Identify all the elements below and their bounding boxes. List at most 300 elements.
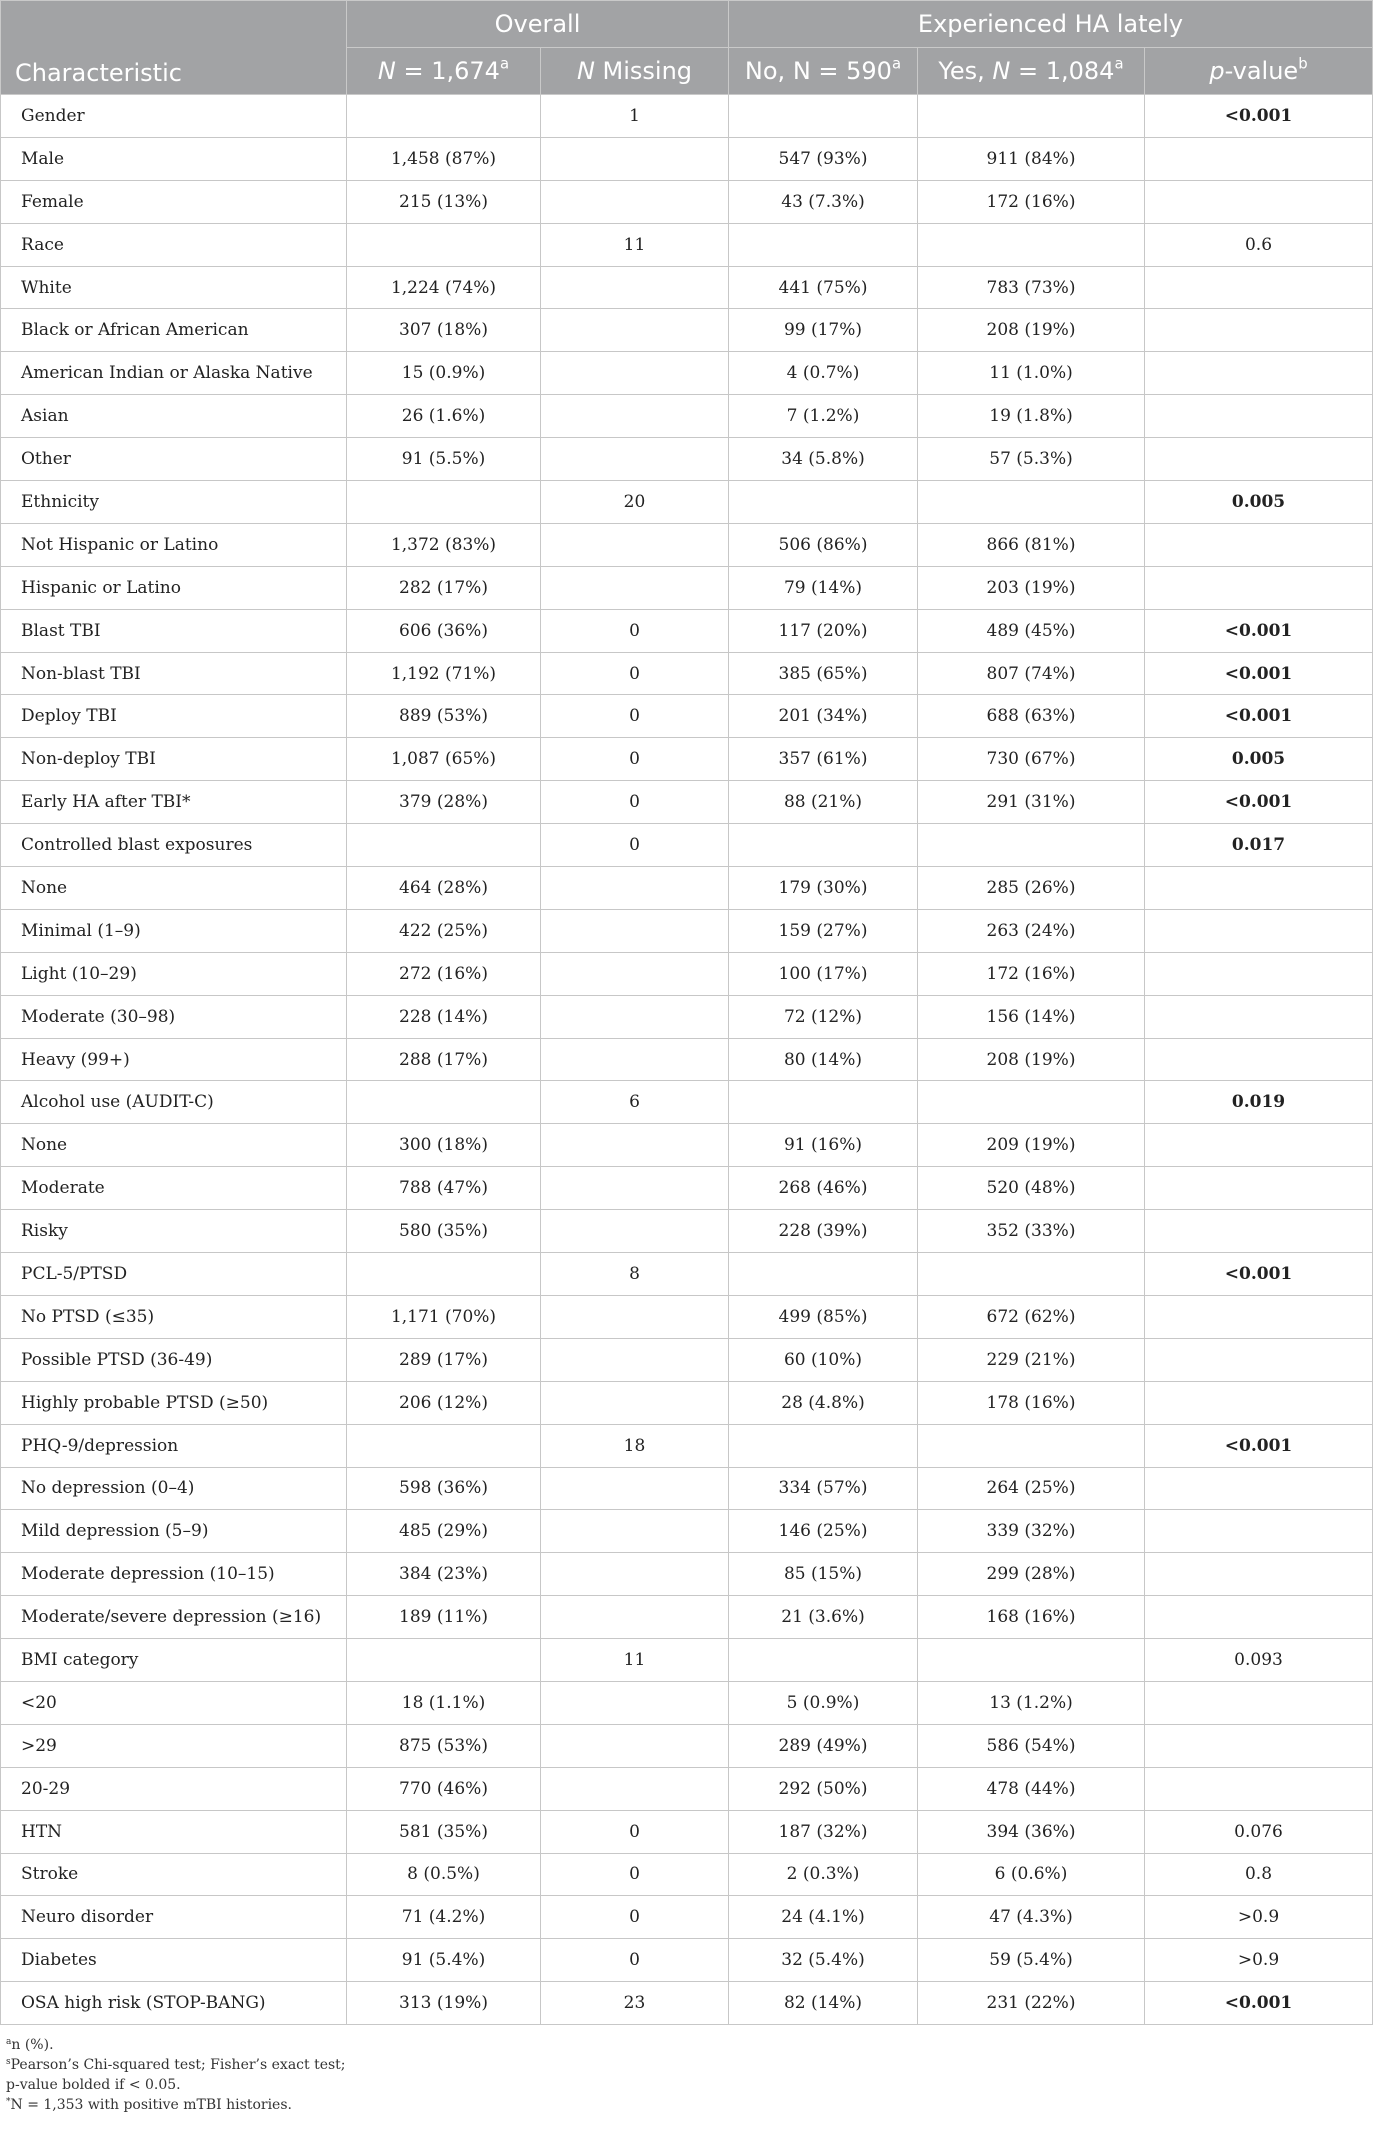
cell-characteristic: No PTSD (≤35) <box>1 1295 347 1338</box>
header-n-missing: N Missing <box>541 48 729 95</box>
cell-n-missing <box>541 1724 729 1767</box>
cell-yes <box>918 1081 1145 1124</box>
table-row <box>1 1767 1373 1810</box>
cell-yes <box>918 1424 1145 1467</box>
cell-overall <box>347 95 541 138</box>
cell-no: 80 (14%) <box>729 1038 918 1081</box>
cell-n-missing: 6 <box>541 1081 729 1124</box>
cell-yes: 478 (44%) <box>918 1767 1145 1810</box>
cell-no: 85 (15%) <box>729 1553 918 1596</box>
cell-no: 100 (17%) <box>729 952 918 995</box>
cell-overall: 379 (28%) <box>347 781 541 824</box>
cell-characteristic: 20-29 <box>1 1767 347 1810</box>
cell-yes: 489 (45%) <box>918 609 1145 652</box>
cell-n-missing: 0 <box>541 1939 729 1982</box>
footnote-marker: s <box>6 2057 11 2068</box>
cell-n-missing: 0 <box>541 652 729 695</box>
cell-no: 441 (75%) <box>729 266 918 309</box>
cell-no: 72 (12%) <box>729 995 918 1038</box>
cell-yes: 172 (16%) <box>918 952 1145 995</box>
cell-no: 146 (25%) <box>729 1510 918 1553</box>
footnote <box>6 2035 1375 2055</box>
cell-overall: 580 (35%) <box>347 1210 541 1253</box>
cell-overall: 300 (18%) <box>347 1124 541 1167</box>
table-row <box>1 1124 1373 1167</box>
cell-n-missing <box>541 309 729 352</box>
cell-yes: 47 (4.3%) <box>918 1896 1145 1939</box>
table-row <box>1 566 1373 609</box>
table-row <box>1 1810 1373 1853</box>
cell-n-missing: 0 <box>541 1853 729 1896</box>
cell-p-value <box>1145 523 1373 566</box>
cell-overall: 1,458 (87%) <box>347 137 541 180</box>
cell-no: 547 (93%) <box>729 137 918 180</box>
cell-p-value: <0.001 <box>1145 609 1373 652</box>
table-row <box>1 738 1373 781</box>
cell-characteristic: Controlled blast exposures <box>1 824 347 867</box>
cell-yes: 339 (32%) <box>918 1510 1145 1553</box>
header-no-group: No, $N = 590^a$ <box>729 48 918 95</box>
table-row <box>1 95 1373 138</box>
table-row <box>1 1295 1373 1338</box>
cell-characteristic: PCL-5/PTSD <box>1 1253 347 1296</box>
cell-p-value <box>1145 1038 1373 1081</box>
cell-characteristic: Race <box>1 223 347 266</box>
cell-characteristic: Female <box>1 180 347 223</box>
footnote-marker: * <box>6 2097 11 2108</box>
cell-p-value: <0.001 <box>1145 652 1373 695</box>
cell-yes <box>918 95 1145 138</box>
cell-p-value <box>1145 867 1373 910</box>
cell-p-value <box>1145 1210 1373 1253</box>
header-characteristic: Characteristic <box>1 1 347 95</box>
cell-no: 187 (32%) <box>729 1810 918 1853</box>
footnote <box>6 2075 1375 2095</box>
cell-n-missing <box>541 1467 729 1510</box>
table-row <box>1 824 1373 867</box>
cell-p-value <box>1145 1724 1373 1767</box>
cell-characteristic: Moderate depression (10–15) <box>1 1553 347 1596</box>
cell-yes: 59 (5.4%) <box>918 1939 1145 1982</box>
table-row <box>1 395 1373 438</box>
cell-n-missing <box>541 1381 729 1424</box>
cell-no: 159 (27%) <box>729 909 918 952</box>
cell-n-missing <box>541 1038 729 1081</box>
cell-characteristic: Possible PTSD (36-49) <box>1 1338 347 1381</box>
footnote <box>6 2055 1375 2075</box>
cell-p-value <box>1145 438 1373 481</box>
cell-n-missing: 20 <box>541 481 729 524</box>
footnote-text: n (%). <box>11 2037 54 2054</box>
cell-p-value: <0.001 <box>1145 1424 1373 1467</box>
cell-p-value <box>1145 180 1373 223</box>
cell-p-value: 0.005 <box>1145 738 1373 781</box>
cell-yes: 807 (74%) <box>918 652 1145 695</box>
cell-overall: 307 (18%) <box>347 309 541 352</box>
table-row <box>1 1510 1373 1553</box>
cell-overall: 1,224 (74%) <box>347 266 541 309</box>
footnote-text: N = 1,353 with positive mTBI histories. <box>10 2097 292 2114</box>
table-row <box>1 1253 1373 1296</box>
cell-no: 506 (86%) <box>729 523 918 566</box>
cell-n-missing <box>541 438 729 481</box>
cell-yes: 688 (63%) <box>918 695 1145 738</box>
cell-no: 4 (0.7%) <box>729 352 918 395</box>
cell-overall <box>347 1253 541 1296</box>
cell-no <box>729 1253 918 1296</box>
cell-overall: 598 (36%) <box>347 1467 541 1510</box>
cell-characteristic: Highly probable PTSD (≥50) <box>1 1381 347 1424</box>
cell-no: 43 (7.3%) <box>729 180 918 223</box>
cell-overall: 189 (11%) <box>347 1596 541 1639</box>
cell-characteristic: Asian <box>1 395 347 438</box>
cell-n-missing: 0 <box>541 738 729 781</box>
cell-overall: 770 (46%) <box>347 1767 541 1810</box>
cell-no: 2 (0.3%) <box>729 1853 918 1896</box>
cell-n-missing: 0 <box>541 695 729 738</box>
cell-characteristic: OSA high risk (STOP-BANG) <box>1 1982 347 2025</box>
cell-p-value <box>1145 1295 1373 1338</box>
table-row <box>1 781 1373 824</box>
cell-yes: 209 (19%) <box>918 1124 1145 1167</box>
cell-p-value <box>1145 1767 1373 1810</box>
cell-p-value <box>1145 137 1373 180</box>
table-row <box>1 438 1373 481</box>
cell-overall: 606 (36%) <box>347 609 541 652</box>
footnote <box>6 2095 1375 2115</box>
cell-overall: 288 (17%) <box>347 1038 541 1081</box>
cell-n-missing <box>541 1167 729 1210</box>
footnote-marker: a <box>6 2037 12 2048</box>
cell-n-missing <box>541 523 729 566</box>
cell-no: 82 (14%) <box>729 1982 918 2025</box>
header-n-total: N = 1,674$^a$ <box>347 48 541 95</box>
cell-overall: 282 (17%) <box>347 566 541 609</box>
table-footnotes <box>0 2035 1375 2115</box>
cell-no: 117 (20%) <box>729 609 918 652</box>
cell-characteristic: Male <box>1 137 347 180</box>
cell-characteristic: Neuro disorder <box>1 1896 347 1939</box>
cell-p-value: <0.001 <box>1145 95 1373 138</box>
cell-p-value <box>1145 266 1373 309</box>
cell-characteristic: White <box>1 266 347 309</box>
cell-n-missing: 0 <box>541 1896 729 1939</box>
cell-p-value <box>1145 1510 1373 1553</box>
cell-overall: 71 (4.2%) <box>347 1896 541 1939</box>
cell-characteristic: Hispanic or Latino <box>1 566 347 609</box>
cell-no: 32 (5.4%) <box>729 1939 918 1982</box>
cell-characteristic: Early HA after TBI* <box>1 781 347 824</box>
cell-overall: 889 (53%) <box>347 695 541 738</box>
cell-yes: 672 (62%) <box>918 1295 1145 1338</box>
cell-n-missing <box>541 1210 729 1253</box>
cell-n-missing <box>541 1553 729 1596</box>
cell-n-missing: 0 <box>541 781 729 824</box>
cell-characteristic: Mild depression (5–9) <box>1 1510 347 1553</box>
table-row <box>1 481 1373 524</box>
cell-overall: 1,192 (71%) <box>347 652 541 695</box>
table-row <box>1 266 1373 309</box>
cell-yes <box>918 1639 1145 1682</box>
cell-yes: 208 (19%) <box>918 1038 1145 1081</box>
cell-no: 28 (4.8%) <box>729 1381 918 1424</box>
cell-no <box>729 95 918 138</box>
cell-p-value <box>1145 952 1373 995</box>
cell-n-missing <box>541 266 729 309</box>
cell-no: 179 (30%) <box>729 867 918 910</box>
table-row <box>1 1681 1373 1724</box>
cell-overall <box>347 1639 541 1682</box>
header-yes-group: Yes, N = 1,084$^a$ <box>918 48 1145 95</box>
cell-overall: 15 (0.9%) <box>347 352 541 395</box>
cell-no: 24 (4.1%) <box>729 1896 918 1939</box>
table-row <box>1 1896 1373 1939</box>
cell-no: 34 (5.8%) <box>729 438 918 481</box>
cell-n-missing <box>541 1295 729 1338</box>
footnote-text: Pearson’s Chi-squared test; Fisher’s exact test; <box>10 2057 346 2074</box>
cell-n-missing <box>541 1338 729 1381</box>
cell-yes: 6 (0.6%) <box>918 1853 1145 1896</box>
cell-overall: 289 (17%) <box>347 1338 541 1381</box>
table-row <box>1 1724 1373 1767</box>
cell-n-missing <box>541 952 729 995</box>
cell-characteristic: Moderate <box>1 1167 347 1210</box>
cell-no <box>729 1081 918 1124</box>
cell-characteristic: Other <box>1 438 347 481</box>
cell-p-value <box>1145 1681 1373 1724</box>
cell-p-value <box>1145 1124 1373 1167</box>
cell-yes: 263 (24%) <box>918 909 1145 952</box>
cell-characteristic: Ethnicity <box>1 481 347 524</box>
cell-characteristic: Deploy TBI <box>1 695 347 738</box>
cell-characteristic: Diabetes <box>1 1939 347 1982</box>
cell-characteristic: Risky <box>1 1210 347 1253</box>
cell-overall: 788 (47%) <box>347 1167 541 1210</box>
cell-n-missing <box>541 909 729 952</box>
table-row <box>1 352 1373 395</box>
cell-n-missing <box>541 137 729 180</box>
table-body <box>1 95 1373 2025</box>
cell-yes: 911 (84%) <box>918 137 1145 180</box>
cell-characteristic: Stroke <box>1 1853 347 1896</box>
cell-characteristic: Blast TBI <box>1 609 347 652</box>
cell-p-value: <0.001 <box>1145 1982 1373 2025</box>
cell-n-missing <box>541 867 729 910</box>
cell-overall <box>347 824 541 867</box>
cell-n-missing <box>541 180 729 223</box>
cell-characteristic: Moderate/severe depression (≥16) <box>1 1596 347 1639</box>
cell-overall: 1,171 (70%) <box>347 1295 541 1338</box>
cell-yes: 156 (14%) <box>918 995 1145 1038</box>
table-row <box>1 309 1373 352</box>
cell-overall: 91 (5.5%) <box>347 438 541 481</box>
cell-overall: 875 (53%) <box>347 1724 541 1767</box>
cell-n-missing: 11 <box>541 1639 729 1682</box>
cell-n-missing: 0 <box>541 1810 729 1853</box>
cell-no: 99 (17%) <box>729 309 918 352</box>
cell-yes: 57 (5.3%) <box>918 438 1145 481</box>
table-row <box>1 652 1373 695</box>
cell-p-value: 0.6 <box>1145 223 1373 266</box>
table-row <box>1 1553 1373 1596</box>
cell-n-missing: 0 <box>541 609 729 652</box>
cell-yes: 291 (31%) <box>918 781 1145 824</box>
table-row <box>1 952 1373 995</box>
cell-no <box>729 223 918 266</box>
cell-yes: 352 (33%) <box>918 1210 1145 1253</box>
cell-characteristic: <20 <box>1 1681 347 1724</box>
cell-p-value <box>1145 1381 1373 1424</box>
cell-overall <box>347 1424 541 1467</box>
cell-yes: 172 (16%) <box>918 180 1145 223</box>
cell-overall: 485 (29%) <box>347 1510 541 1553</box>
cell-overall: 26 (1.6%) <box>347 395 541 438</box>
cell-no: 91 (16%) <box>729 1124 918 1167</box>
cell-overall: 228 (14%) <box>347 995 541 1038</box>
cell-n-missing <box>541 1510 729 1553</box>
cell-no: 385 (65%) <box>729 652 918 695</box>
cell-no: 289 (49%) <box>729 1724 918 1767</box>
cell-characteristic: Non-deploy TBI <box>1 738 347 781</box>
cell-yes <box>918 1253 1145 1296</box>
table-row <box>1 909 1373 952</box>
cell-yes: 11 (1.0%) <box>918 352 1145 395</box>
cell-overall: 422 (25%) <box>347 909 541 952</box>
cell-overall: 384 (23%) <box>347 1553 541 1596</box>
cell-yes: 299 (28%) <box>918 1553 1145 1596</box>
cell-yes: 178 (16%) <box>918 1381 1145 1424</box>
cell-characteristic: None <box>1 1124 347 1167</box>
cell-p-value: >0.9 <box>1145 1939 1373 1982</box>
cell-p-value <box>1145 1467 1373 1510</box>
cell-p-value <box>1145 909 1373 952</box>
cell-n-missing <box>541 1681 729 1724</box>
table-row <box>1 1210 1373 1253</box>
table-row <box>1 695 1373 738</box>
table-row <box>1 609 1373 652</box>
cell-overall: 206 (12%) <box>347 1381 541 1424</box>
cell-yes: 730 (67%) <box>918 738 1145 781</box>
cell-overall: 313 (19%) <box>347 1982 541 2025</box>
cell-no: 79 (14%) <box>729 566 918 609</box>
cell-p-value <box>1145 1553 1373 1596</box>
table-header <box>1 1 1373 95</box>
cell-yes: 208 (19%) <box>918 309 1145 352</box>
cell-overall <box>347 1081 541 1124</box>
cell-yes: 520 (48%) <box>918 1167 1145 1210</box>
cell-yes <box>918 481 1145 524</box>
cell-n-missing: 8 <box>541 1253 729 1296</box>
cell-n-missing <box>541 566 729 609</box>
cell-overall: 215 (13%) <box>347 180 541 223</box>
table-row <box>1 1081 1373 1124</box>
table-row <box>1 223 1373 266</box>
cell-yes: 866 (81%) <box>918 523 1145 566</box>
cell-p-value <box>1145 395 1373 438</box>
cell-n-missing: 23 <box>541 1982 729 2025</box>
table-row <box>1 523 1373 566</box>
cell-no: 334 (57%) <box>729 1467 918 1510</box>
cell-no: 201 (34%) <box>729 695 918 738</box>
cell-overall <box>347 223 541 266</box>
cell-yes: 203 (19%) <box>918 566 1145 609</box>
table-row <box>1 867 1373 910</box>
cell-p-value: <0.001 <box>1145 695 1373 738</box>
cell-p-value <box>1145 566 1373 609</box>
cell-p-value: <0.001 <box>1145 1253 1373 1296</box>
table-row <box>1 1167 1373 1210</box>
cell-n-missing: 11 <box>541 223 729 266</box>
cell-overall: 272 (16%) <box>347 952 541 995</box>
cell-p-value: 0.019 <box>1145 1081 1373 1124</box>
cell-overall: 18 (1.1%) <box>347 1681 541 1724</box>
cell-n-missing <box>541 395 729 438</box>
cell-characteristic: No depression (0–4) <box>1 1467 347 1510</box>
cell-yes <box>918 223 1145 266</box>
table-row <box>1 995 1373 1038</box>
cell-no: 228 (39%) <box>729 1210 918 1253</box>
cell-n-missing <box>541 1124 729 1167</box>
cell-characteristic: American Indian or Alaska Native <box>1 352 347 395</box>
cell-yes: 264 (25%) <box>918 1467 1145 1510</box>
table-row <box>1 1038 1373 1081</box>
cell-no: 499 (85%) <box>729 1295 918 1338</box>
cell-overall: 464 (28%) <box>347 867 541 910</box>
cell-yes: 13 (1.2%) <box>918 1681 1145 1724</box>
cell-characteristic: PHQ-9/depression <box>1 1424 347 1467</box>
cell-p-value <box>1145 1338 1373 1381</box>
cell-characteristic: BMI category <box>1 1639 347 1682</box>
header-p-value: p-value$^b$ <box>1145 48 1373 95</box>
cell-characteristic: Not Hispanic or Latino <box>1 523 347 566</box>
cell-n-missing: 18 <box>541 1424 729 1467</box>
cell-yes: 285 (26%) <box>918 867 1145 910</box>
cell-characteristic: >29 <box>1 1724 347 1767</box>
footnote-text: p-value bolded if < 0.05. <box>6 2077 181 2094</box>
cell-overall: 8 (0.5%) <box>347 1853 541 1896</box>
cell-no: 7 (1.2%) <box>729 395 918 438</box>
cell-no: 292 (50%) <box>729 1767 918 1810</box>
cell-characteristic: HTN <box>1 1810 347 1853</box>
cell-yes: 394 (36%) <box>918 1810 1145 1853</box>
cell-n-missing: 0 <box>541 824 729 867</box>
cell-p-value: 0.076 <box>1145 1810 1373 1853</box>
cell-characteristic: Moderate (30–98) <box>1 995 347 1038</box>
cell-characteristic: Gender <box>1 95 347 138</box>
cell-yes: 229 (21%) <box>918 1338 1145 1381</box>
header-experienced-ha: Experienced HA lately <box>729 1 1373 48</box>
table-row <box>1 1381 1373 1424</box>
cell-characteristic: Light (10–29) <box>1 952 347 995</box>
table-row <box>1 1982 1373 2025</box>
cell-n-missing <box>541 995 729 1038</box>
cell-no <box>729 1639 918 1682</box>
cell-characteristic: Heavy (99+) <box>1 1038 347 1081</box>
cell-p-value <box>1145 1167 1373 1210</box>
header-overall: Overall <box>347 1 729 48</box>
cell-p-value: 0.005 <box>1145 481 1373 524</box>
table-row <box>1 1639 1373 1682</box>
table-row <box>1 1853 1373 1896</box>
cell-overall: 1,372 (83%) <box>347 523 541 566</box>
table-row <box>1 1467 1373 1510</box>
cell-p-value: 0.093 <box>1145 1639 1373 1682</box>
cell-yes: 231 (22%) <box>918 1982 1145 2025</box>
cell-no <box>729 824 918 867</box>
cell-overall: 1,087 (65%) <box>347 738 541 781</box>
table-row <box>1 1424 1373 1467</box>
cell-p-value <box>1145 352 1373 395</box>
